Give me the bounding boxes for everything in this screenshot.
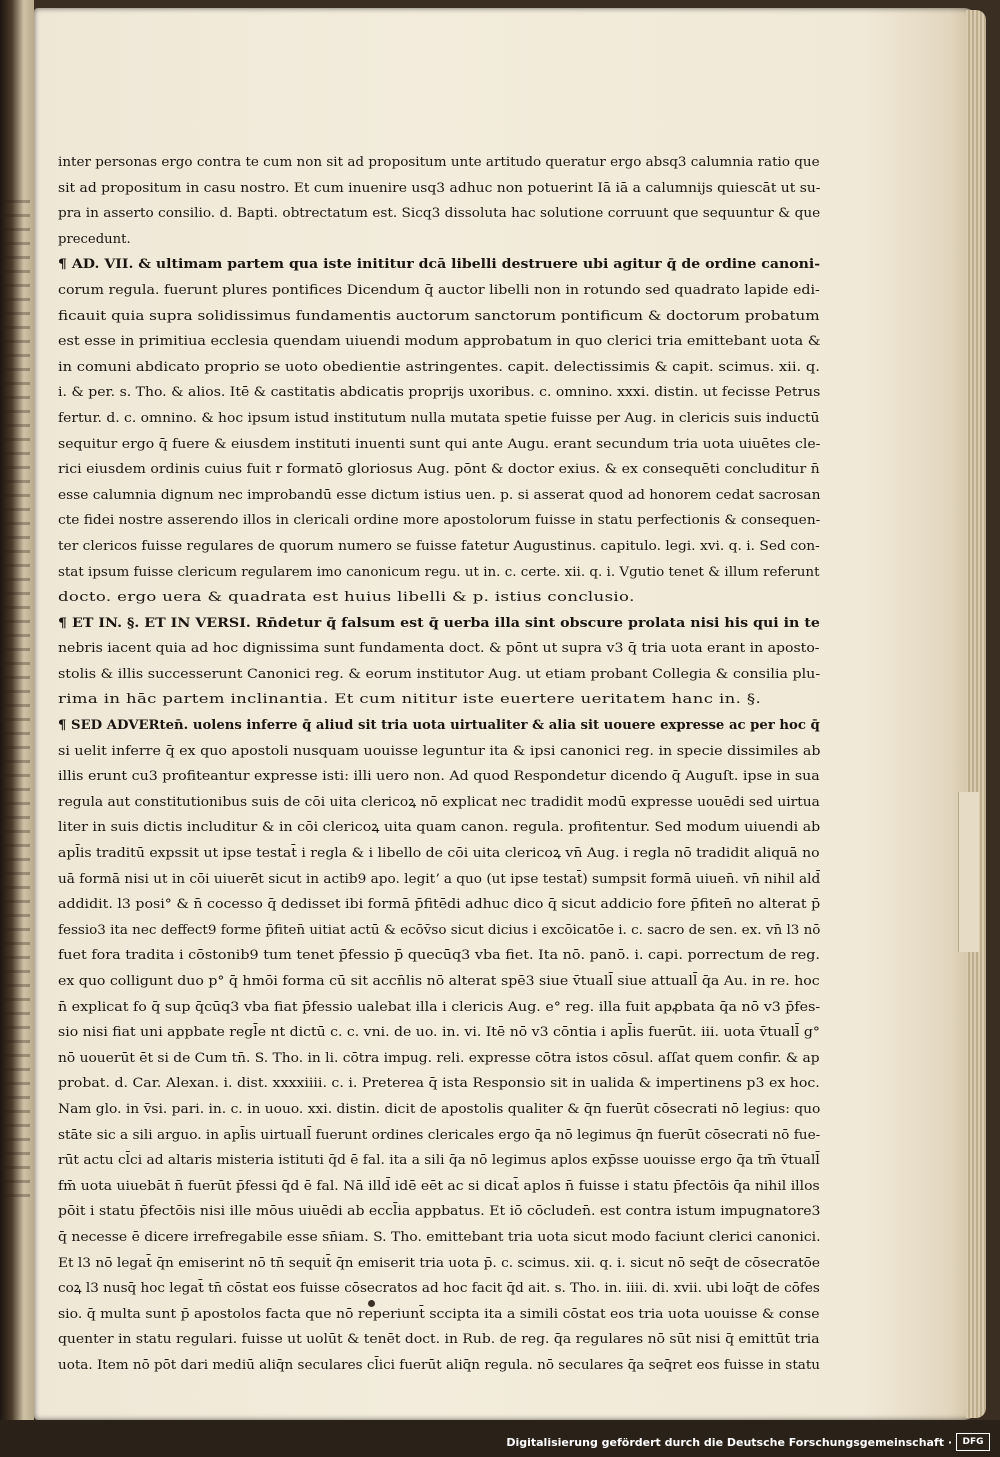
text-line: fessio3 ita nec deffect9 forme p̄fiten̄ uitiat actū & ecōv̄so sicut dicius i excōicatōe i. c. sacro de sen. ex. vn̄ l3 nō [58, 922, 821, 938]
text-line: stāte sic a sili arguo. in apl̄is uirtuall̄ fuerunt ordines clericales ergo q̄a nō legimus q̄n fuerūt cōsecrati nō fue- [58, 1127, 821, 1143]
text-line: illis erunt cu3 profiteantur expresse isti: illi uero non. Ad quod Respondetur dicendo q̄ Auguſt. ipse in sua [58, 769, 820, 785]
text-line: apl̄is traditū expssit ut ipse testat̄ i regla & i libello de cōi uita clericoꝝ vn̄ Aug. i regla nō tradidit aliquā no [58, 846, 820, 862]
text-line: cte fidei nostre asserendo illos in clericali ordine more apostolorum fuisse in statu perfectionis & consequen- [58, 513, 821, 529]
text-line: ficauit quia supra solidissimus fundamentis auctorum sanctorum pontificum & doctorum probatum [58, 308, 820, 324]
text-line: precedunt. [58, 231, 131, 247]
text-line: corum regula. fuerunt plures pontifices Dicendum q̄ auctor libelli non in rotundo sed quadrato lapide edi- [58, 282, 820, 298]
text-line: fuet fora tradita i cōstonib9 tum tenet p̄fessio p̄ quecūq3 vba fiet. Ita nō. panō. i. capi. porrectum de reg. [58, 948, 820, 964]
text-line: in comuni abdicato proprio se uoto obedientie astringentes. capit. delectissimis & capit. scimus. xii. q. [58, 359, 820, 375]
text-line: ter clericos fuisse regulares de quorum numero se fuisse fatetur Augustinus. capitulo. legi. xvi. q. i. Sed con- [58, 538, 820, 554]
previous-page-text-fragment [4, 200, 30, 1200]
text-line: Et l3 nō legat̄ q̄n emiserint nō tn̄ sequit̄ q̄n emiserit tria uota p̄. c. scimus. xii. q. i. sicut nō seq̄t de cōsecratōe [58, 1255, 821, 1271]
text-line: quenter in statu regulari. fuisse ut uolūt & tenēt doct. in Rub. de reg. q̄a regulares nō sūt nisi q̄ emittūt tria [58, 1332, 820, 1348]
text-line: rici eiusdem ordinis cuius fuit r formatō gloriosus Aug. pōnt & doctor exius. & ex consequēti concluditur n̄ [58, 462, 820, 478]
text-line: liter in suis dictis includitur & in cōi clericoꝝ uita quam canon. regula. profitentur. Sed modum uiuendi ab [58, 820, 821, 836]
text-line: stolis & illis successerunt Canonici reg. & eorum institutor Aug. ut etiam probant Collegia & consilia plu- [58, 666, 821, 682]
text-line: i. & per. s. Tho. & alios. Itē & castitatis abdicatis proprijs uxoribus. c. omnino. xxxi. distin. ut fecisse Petrus [58, 385, 821, 401]
dfg-logo-icon: DFG [956, 1433, 990, 1451]
text-line: ¶ SED ADVERten̄. uolens inferre q̄ aliud sit tria uota uirtualiter & alia sit uouere expresse ac per hoc q̄ [58, 718, 820, 734]
text-line: nebris iacent quia ad hoc dignissima sunt fundamenta doct. & pōnt ut supra v3 q̄ tria uota erant in aposto- [58, 641, 820, 657]
text-line: docto. ergo uera & quadrata est huius libelli & p. istius conclusio. [58, 590, 635, 606]
page-text-block [58, 150, 820, 1379]
text-line: rūt actu cl̄ci ad altaris misteria istituti q̄d ē fal. ita a sili q̄a nō legimus aplos exp̄sse uouisse ergo q̄a tm̄ v̄tuall̄ [58, 1153, 820, 1169]
text-line: fm̄ uota uiuebāt n̄ fuerūt p̄fessi q̄d ē fal. Nā illd̄ idē eēt ac si dicat̄ aplos n̄ fuisse i statu p̄fectōis q̄a nihil illos [58, 1178, 820, 1194]
text-line: probat. d. Car. Alexan. i. dist. xxxxiiii. c. i. Preterea q̄ ista Responsio sit in ualida & impertinens p3 ex hoc. [58, 1076, 820, 1092]
page-stack-edge [966, 10, 986, 1418]
text-line: esse calumnia dignum nec improbandū esse dictum istius uen. p. si asserat quod ad honorem cedat sacrosan [58, 487, 821, 503]
text-line: q̄ necesse ē dicere irrefregabile esse sn̄iam. S. Tho. emittebant tria uota sicut modo faciunt clerici canonici. [58, 1229, 821, 1245]
text-line: si uelit inferre q̄ ex quo apostoli nusquam uouisse leguntur ita & ipsi canonici reg. in specie dissimiles ab [58, 743, 821, 759]
page-tab [958, 792, 979, 952]
text-line: uota. Item nō pōt dari mediū aliq̄n seculares cl̄ici fuerūt aliq̄n regula. nō seculares q̄a seq̄ret eos fuisse in statu [58, 1357, 820, 1373]
previous-page-edge [0, 0, 34, 1420]
text-line: uā formā nisi ut in cōi uiuerēt sicut in actib9 apo. legitʼ a quo (ut ipse testat̄) sumpsit formā uiuen̄. vn̄ nihil ald̄ [58, 871, 821, 887]
text-line: ex quo colligunt duo p° q̄ hmōi forma cū sit accn̄lis nō alterat spē3 siue v̄tuall̄ siue attuall̄ q̄a Au. in re. hoc [58, 974, 820, 989]
text-line: addidit. l3 posi° & n̄ cocesso q̄ dedisset ibi formā p̄fitēdi adhuc dico q̄ sicut addicio fore p̄fiten̄ no alterat p̄ [58, 897, 821, 913]
text-line: regula aut constitutionibus suis de cōi uita clericoꝝ nō explicat nec tradidit modū expresse uouēdi sed uirtua [58, 794, 820, 810]
text-line: ¶ AD. VII. & ultimam partem qua iste inititur dcā libelli destruere ubi agitur q̄ de ordine canoni- [58, 257, 821, 273]
text-line: stat ipsum fuisse clericum regularem imo canonicum regu. ut in. c. certe. xii. q. i. Vgutio tenet & illum referunt [58, 564, 820, 580]
text-line: sio. q̄ multa sunt p̄ apostolos facta que nō reperiunt̄ sccipta ita a simili cōstat eos tria uota uouisse & conse [58, 1306, 820, 1322]
funding-credit: Digitalisierung gefördert durch die Deutsche Forschungsgemeinschaft · [506, 1436, 952, 1449]
text-line: Nam glo. in v̄si. pari. in. c. in uouo. xxi. distin. dicit de apostolis qualiter & q̄n fuerūt cōsecrati nō legius: quo [58, 1101, 821, 1117]
text-line: sit ad propositum in casu nostro. Et cum inuenire usq3 adhuc non potuerint Iā iā a calumnijs quiescāt ut su- [58, 180, 821, 196]
text-line: inter personas ergo contra te cum non sit ad propositum unte artitudo queratur ergo absq3 calumnia ratio que [58, 155, 820, 170]
text-line: sequitur ergo q̄ fuere & eiusdem instituti inuenti sunt qui ante Augu. erant secundum tria uota uiuētes cle- [58, 436, 821, 452]
text-line: ¶ ET IN. §. ET IN VERSI. Rn̄detur q̄ falsum est q̄ uerba illa sint obscure prolata nisi his qui in te [58, 615, 820, 631]
text-line: fertur. d. c. omnino. & hoc ipsum istud institutum nulla mutata spetie fuisse per Aug. in clericis suis inductū [58, 410, 820, 426]
text-line: n̄ explicat fo q̄ sup q̄cūq3 vba fiat p̄fessio ualebat illa i clericis Aug. e° reg. illa fuit apꝓbata q̄a nō v3 p̄fes- [58, 999, 821, 1015]
text-line: coꝝ l3 nusq̄ hoc legat̄ tn̄ cōstat eos fuisse cōsecratos ad hoc facit q̄d ait. s. Tho. in. iiii. di. xvii. ubi loq̄t de cōfes [58, 1281, 820, 1297]
text-line: nō uouerūt ēt si de Cum tn̄. S. Tho. in li. cōtra impug. reli. expresse cōtra istos cōsul. aſſat quem confir. & ap [58, 1050, 820, 1066]
text-line: rima in hāc partem inclinantia. Et cum nititur iste euertere ueritatem hanc in. §. [58, 692, 762, 708]
page-mark [368, 1300, 375, 1307]
text-line: sio nisi fiat uni appbate regl̄e nt dictū c. c. vni. de uo. in. vi. Itē nō v3 cōntia i apl̄is fuerūt. iii. uota v̄tuall̄ g° [58, 1025, 820, 1041]
text-line: est esse in primitiua ecclesia quendam uiuendi modum approbatum in quo clerici tria emittebant uota & [58, 334, 821, 350]
text-line: pōit i statu p̄fectōis nisi ille mōus uiuēdi ab eccl̄ia appbatus. Et iō cōcluden̄. est contra istum impugnatore3 [58, 1204, 821, 1220]
text-line: pra in asserto consilio. d. Bapti. obtrectatum est. Sicq3 dissoluta hac solutione corruunt que sequuntur & que [58, 206, 821, 222]
